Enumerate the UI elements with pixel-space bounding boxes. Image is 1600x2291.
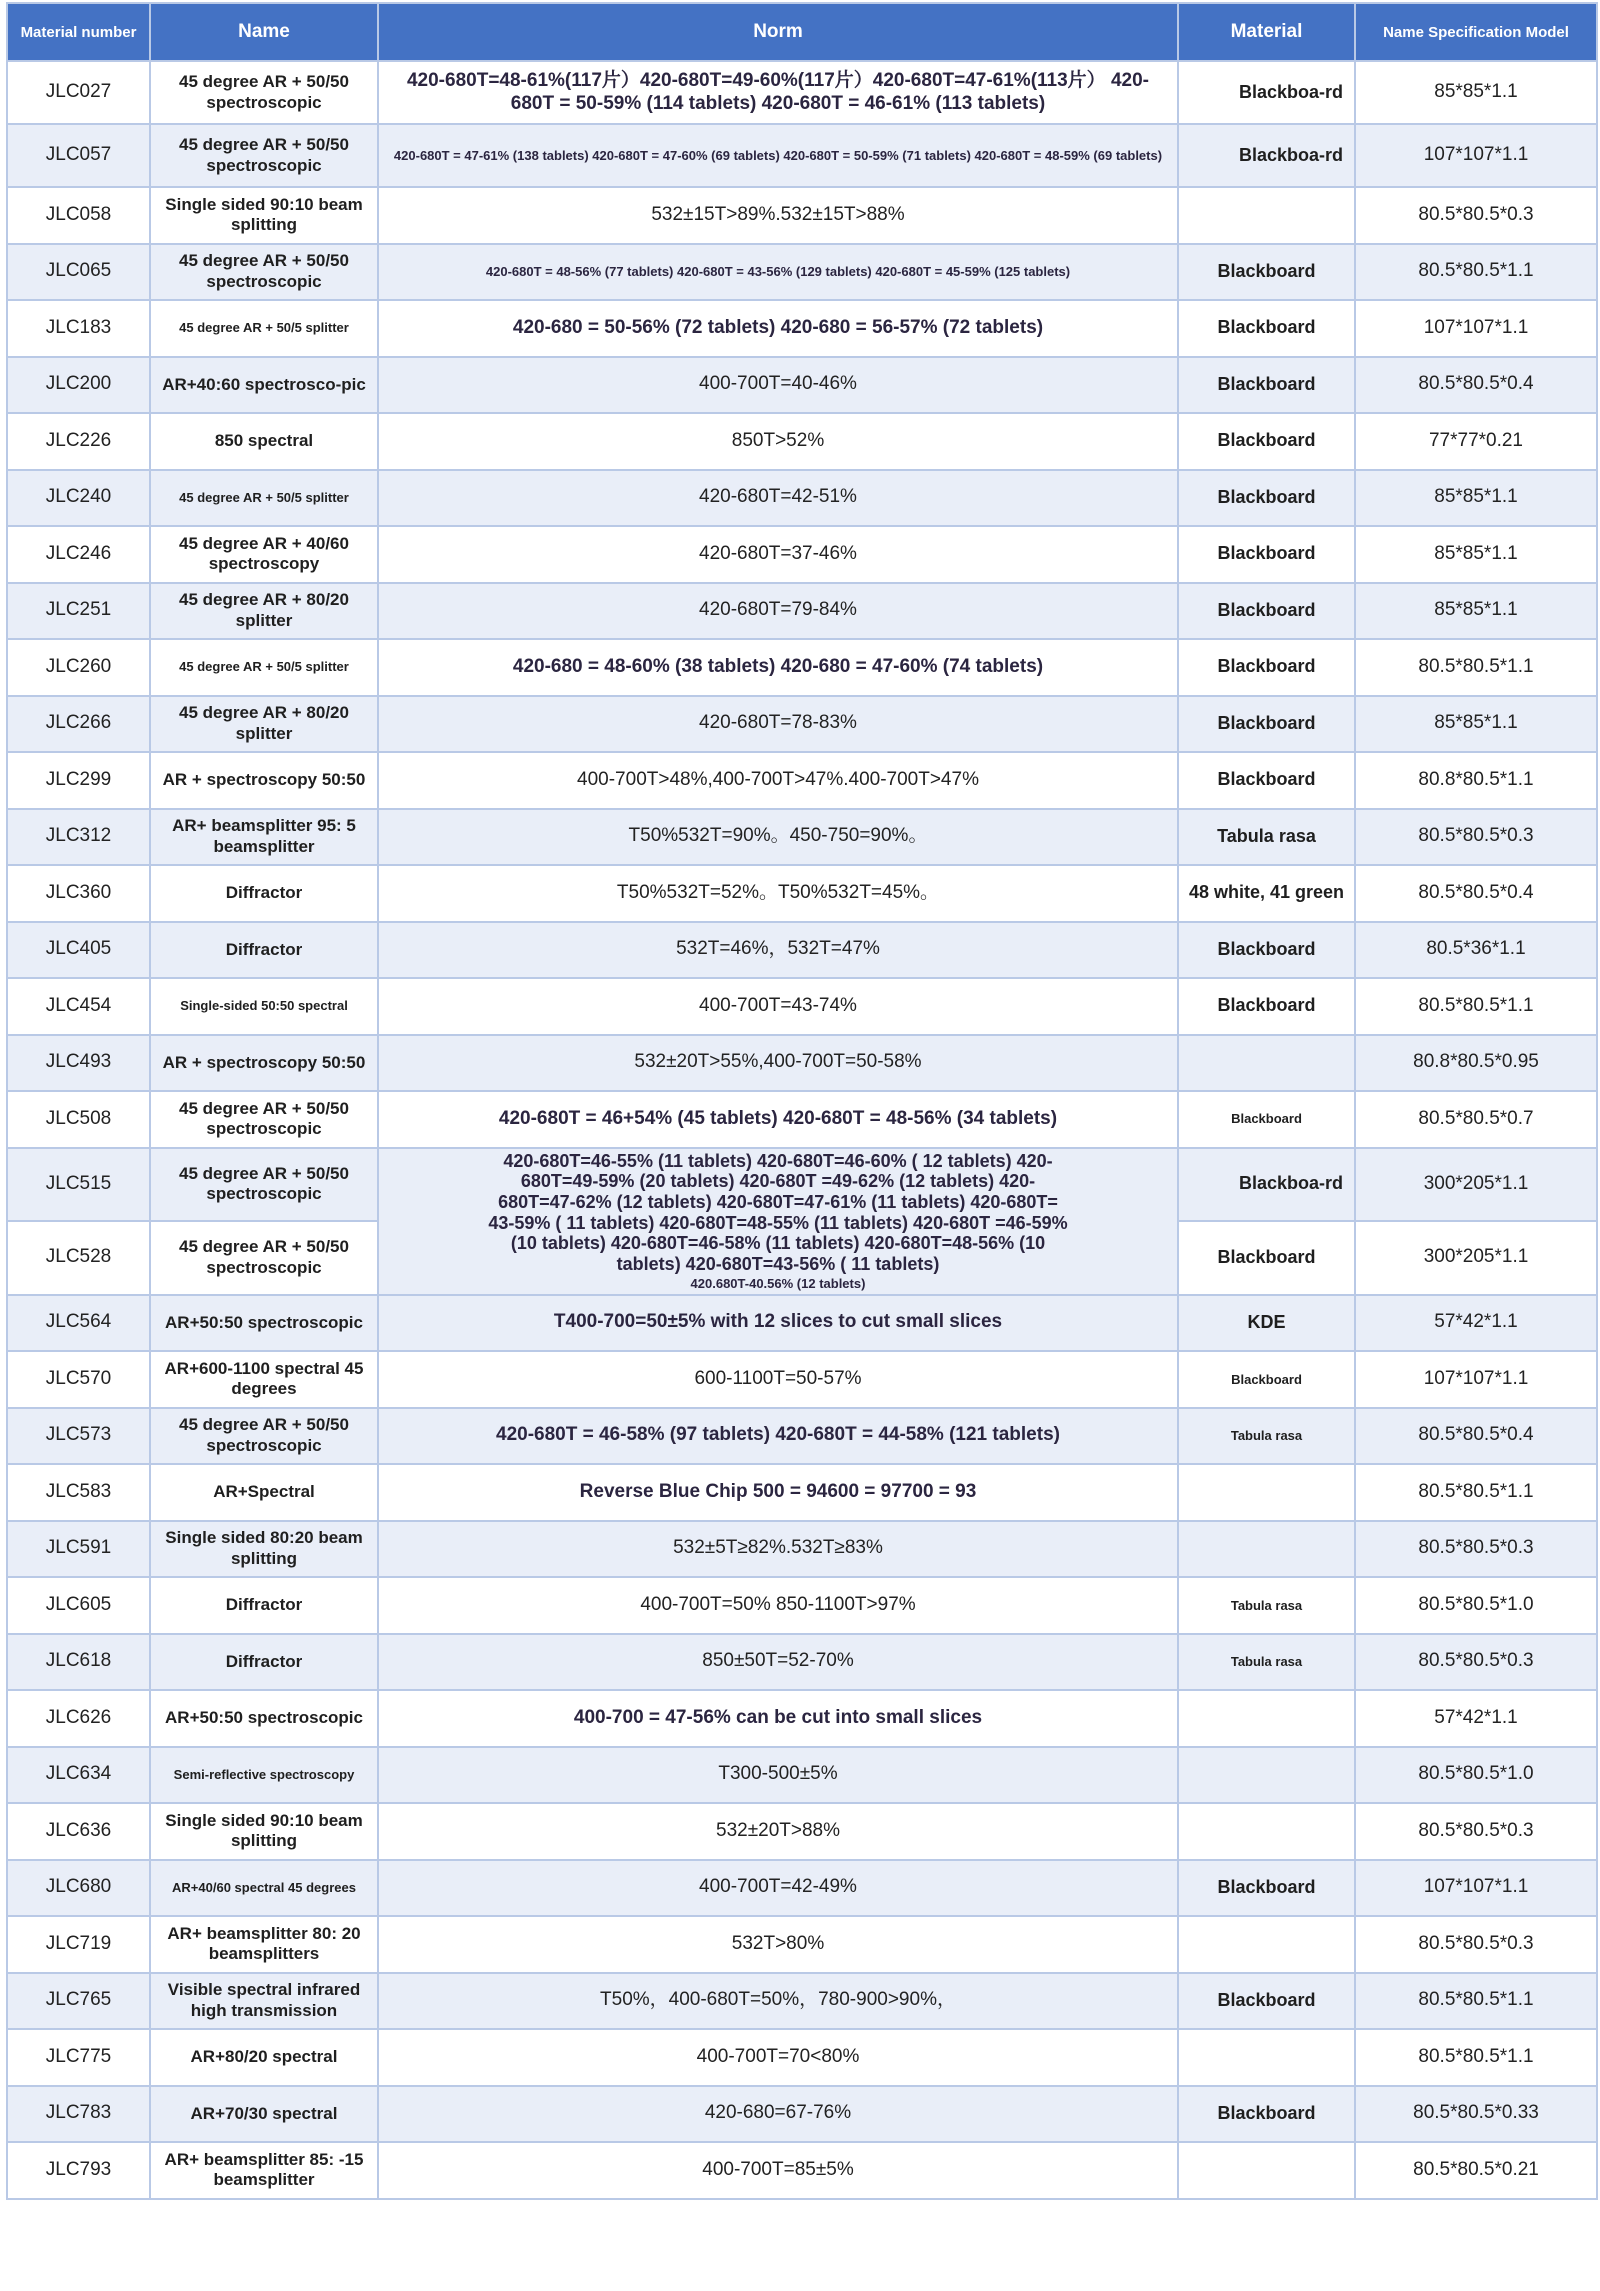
spec-model-cell: 85*85*1.1: [1355, 696, 1597, 753]
norm-cell: 400-700T=43-74%: [378, 978, 1178, 1035]
material-number-cell: JLC775: [7, 2029, 150, 2086]
material-cell: KDE: [1178, 1295, 1355, 1352]
material-number-cell: JLC299: [7, 752, 150, 809]
table-row: [7, 1747, 1597, 1804]
material-cell: [1178, 1035, 1355, 1092]
table-body: [7, 61, 1597, 2199]
material-cell: [1178, 2142, 1355, 2199]
material-number-cell: JLC183: [7, 300, 150, 357]
table-row: [7, 2086, 1597, 2143]
norm-cell: 532±20T>55%,400-700T=50-58%: [378, 1035, 1178, 1092]
material-cell: [1178, 1803, 1355, 1860]
material-number-cell: JLC765: [7, 1973, 150, 2030]
material-number-cell: JLC493: [7, 1035, 150, 1092]
material-number-cell: JLC605: [7, 1577, 150, 1634]
header-material: Material: [1178, 3, 1355, 61]
material-cell: Blackboard: [1178, 696, 1355, 753]
name-cell: AR+40/60 spectral 45 degrees: [150, 1860, 378, 1917]
material-cell: Blackboard: [1178, 583, 1355, 640]
material-cell: [1178, 1916, 1355, 1973]
merged-norm-text: 420-680T=46-55% (11 tablets) 420-680T=46-60% ( 12 tablets) 420-680T=49-59% (20 tablets) 420-680T =49-62% (12 tablets) 420-680T=47-62% (12 tablets) 420-680T=47-61% (11 tablets) 420-680T= 43-59% ( 11 tablets) 420-680T=48-55% (11 tablets) 420-680T =46-59% (10 tablets) 420-680T=46-58% (11 tablets) 420-680T=48-56% (10 tablets) 420-680T=43-56% ( 11 tablets): [488, 1150, 1068, 1274]
material-cell: Blackboard: [1178, 413, 1355, 470]
name-cell: Single sided 80:20 beam splitting: [150, 1521, 378, 1578]
norm-cell: 532T>80%: [378, 1916, 1178, 1973]
name-cell: 45 degree AR + 50/5 splitter: [150, 639, 378, 696]
norm-cell: 400-700T=42-49%: [378, 1860, 1178, 1917]
norm-cell: 420-680 = 48-60% (38 tablets) 420-680 = 47-60% (74 tablets): [378, 639, 1178, 696]
norm-cell: 420-680T=42-51%: [378, 470, 1178, 527]
name-cell: AR + spectroscopy 50:50: [150, 752, 378, 809]
spec-model-cell: 80.5*36*1.1: [1355, 922, 1597, 979]
merged-norm-footnote: 420.680T-40.56% (12 tablets): [690, 1275, 866, 1291]
material-number-cell: JLC636: [7, 1803, 150, 1860]
material-number-cell: JLC626: [7, 1690, 150, 1747]
material-number-cell: JLC454: [7, 978, 150, 1035]
material-number-cell: JLC200: [7, 357, 150, 414]
name-cell: Diffractor: [150, 865, 378, 922]
table-row: [7, 1521, 1597, 1578]
material-cell: [1178, 1464, 1355, 1521]
name-cell: 45 degree AR + 50/5 splitter: [150, 300, 378, 357]
material-cell: Blackboa-rd: [1178, 124, 1355, 187]
table-row: [7, 413, 1597, 470]
material-cell: [1178, 1690, 1355, 1747]
material-number-cell: JLC226: [7, 413, 150, 470]
table-row: [7, 357, 1597, 414]
spec-model-cell: 80.5*80.5*1.1: [1355, 1464, 1597, 1521]
material-number-cell: JLC405: [7, 922, 150, 979]
spec-model-cell: 57*42*1.1: [1355, 1295, 1597, 1352]
norm-cell: 400-700T=50% 850-1100T>97%: [378, 1577, 1178, 1634]
norm-cell: 420-680T = 46-58% (97 tablets) 420-680T = 44-58% (121 tablets): [378, 1408, 1178, 1465]
material-number-cell: JLC783: [7, 2086, 150, 2143]
material-number-cell: JLC508: [7, 1091, 150, 1148]
norm-cell: 532T=46%，532T=47%: [378, 922, 1178, 979]
name-cell: Visible spectral infrared high transmission: [150, 1973, 378, 2030]
material-cell: Blackboard: [1178, 1221, 1355, 1295]
table-row: [7, 1634, 1597, 1691]
spec-model-cell: 85*85*1.1: [1355, 470, 1597, 527]
material-number-cell: JLC266: [7, 696, 150, 753]
material-number-cell: JLC065: [7, 244, 150, 301]
table-row: [7, 809, 1597, 866]
name-cell: AR+Spectral: [150, 1464, 378, 1521]
norm-cell: 400-700T=85±5%: [378, 2142, 1178, 2199]
table-row: [7, 300, 1597, 357]
spec-model-cell: 80.8*80.5*0.95: [1355, 1035, 1597, 1092]
name-cell: AR+ beamsplitter 80: 20 beamsplitters: [150, 1916, 378, 1973]
spec-model-cell: 107*107*1.1: [1355, 300, 1597, 357]
material-cell: Blackboard: [1178, 244, 1355, 301]
norm-cell: T50%532T=90%。450-750=90%。: [378, 809, 1178, 866]
spec-model-cell: 80.5*80.5*0.3: [1355, 1521, 1597, 1578]
table-header-row: [7, 3, 1597, 61]
table-row: [7, 1408, 1597, 1465]
header-spec-model: Name Specification Model: [1355, 3, 1597, 61]
name-cell: Single sided 90:10 beam splitting: [150, 1803, 378, 1860]
material-number-cell: JLC260: [7, 639, 150, 696]
norm-cell: 420-680T = 47-61% (138 tablets) 420-680T = 47-60% (69 tablets) 420-680T = 50-59% (71 tablets) 420-680T = 48-59% (69 tablets): [378, 124, 1178, 187]
material-cell: Blackboard: [1178, 978, 1355, 1035]
material-cell: Tabula rasa: [1178, 1634, 1355, 1691]
table-row: [7, 1295, 1597, 1352]
material-number-cell: JLC618: [7, 1634, 150, 1691]
norm-cell: T300-500±5%: [378, 1747, 1178, 1804]
spec-model-cell: 57*42*1.1: [1355, 1690, 1597, 1747]
spec-model-cell: 85*85*1.1: [1355, 61, 1597, 124]
name-cell: Diffractor: [150, 922, 378, 979]
material-number-cell: JLC634: [7, 1747, 150, 1804]
name-cell: Diffractor: [150, 1634, 378, 1691]
name-cell: Single sided 90:10 beam splitting: [150, 187, 378, 244]
header-name: Name: [150, 3, 378, 61]
name-cell: 45 degree AR + 40/60 spectroscopy: [150, 526, 378, 583]
norm-cell: 850±50T=52-70%: [378, 1634, 1178, 1691]
table-row: [7, 1916, 1597, 1973]
material-cell: Tabula rasa: [1178, 1408, 1355, 1465]
spec-model-cell: 80.5*80.5*0.4: [1355, 1408, 1597, 1465]
norm-cell: 420-680T = 48-56% (77 tablets) 420-680T = 43-56% (129 tablets) 420-680T = 45-59% (125 tablets): [378, 244, 1178, 301]
material-cell: Blackboard: [1178, 1351, 1355, 1408]
material-number-cell: JLC573: [7, 1408, 150, 1465]
material-cell: Blackboard: [1178, 1860, 1355, 1917]
material-number-cell: JLC246: [7, 526, 150, 583]
table-row: [7, 922, 1597, 979]
table-row: [7, 696, 1597, 753]
norm-cell: 600-1100T=50-57%: [378, 1351, 1178, 1408]
norm-cell: 400-700T=70<80%: [378, 2029, 1178, 2086]
table-row: [7, 470, 1597, 527]
table-row: [7, 61, 1597, 124]
spec-model-cell: 80.5*80.5*0.3: [1355, 1916, 1597, 1973]
norm-cell: 532±15T>89%.532±15T>88%: [378, 187, 1178, 244]
name-cell: 45 degree AR + 50/50 spectroscopic: [150, 1148, 378, 1222]
name-cell: 45 degree AR + 80/20 splitter: [150, 696, 378, 753]
material-cell: Blackboard: [1178, 470, 1355, 527]
name-cell: AR+600-1100 spectral 45 degrees: [150, 1351, 378, 1408]
table-row: [7, 2142, 1597, 2199]
norm-cell: 420-680T=48-61%(117片）420-680T=49-60%(117片）420-680T=47-61%(113片） 420-680T = 50-59% (114 tablets) 420-680T = 46-61% (113 tablets): [378, 61, 1178, 124]
material-cell: Blackboard: [1178, 922, 1355, 979]
table-row: [7, 1860, 1597, 1917]
name-cell: AR+50:50 spectroscopic: [150, 1690, 378, 1747]
material-number-cell: JLC528: [7, 1221, 150, 1295]
material-cell: Blackboard: [1178, 752, 1355, 809]
material-cell: Tabula rasa: [1178, 809, 1355, 866]
spec-model-cell: 80.5*80.5*0.3: [1355, 1803, 1597, 1860]
spec-model-cell: 300*205*1.1: [1355, 1221, 1597, 1295]
table-row: [7, 1148, 1597, 1222]
material-cell: Blackboa-rd: [1178, 61, 1355, 124]
material-number-cell: JLC027: [7, 61, 150, 124]
table-row: [7, 1091, 1597, 1148]
table-row: [7, 2029, 1597, 2086]
name-cell: AR+ beamsplitter 85: -15 beamsplitter: [150, 2142, 378, 2199]
table-row: [7, 1577, 1597, 1634]
name-cell: 45 degree AR + 50/50 spectroscopic: [150, 61, 378, 124]
name-cell: 45 degree AR + 50/5 splitter: [150, 470, 378, 527]
spec-model-cell: 80.5*80.5*0.33: [1355, 2086, 1597, 2143]
material-number-cell: JLC515: [7, 1148, 150, 1222]
material-number-cell: JLC251: [7, 583, 150, 640]
spec-model-cell: 80.5*80.5*0.3: [1355, 187, 1597, 244]
table-row: [7, 1035, 1597, 1092]
table-row: [7, 978, 1597, 1035]
material-number-cell: JLC719: [7, 1916, 150, 1973]
spec-model-cell: 77*77*0.21: [1355, 413, 1597, 470]
spec-model-cell: 80.5*80.5*1.1: [1355, 2029, 1597, 2086]
material-number-cell: JLC057: [7, 124, 150, 187]
material-cell: Blackboard: [1178, 639, 1355, 696]
spec-model-cell: 80.8*80.5*1.1: [1355, 752, 1597, 809]
table-row: [7, 1803, 1597, 1860]
norm-cell: T400-700=50±5% with 12 slices to cut small slices: [378, 1295, 1178, 1352]
spec-model-cell: 80.5*80.5*0.7: [1355, 1091, 1597, 1148]
spec-model-cell: 80.5*80.5*0.3: [1355, 809, 1597, 866]
material-cell: [1178, 2029, 1355, 2086]
name-cell: AR+70/30 spectral: [150, 2086, 378, 2143]
name-cell: AR+ beamsplitter 95: 5 beamsplitter: [150, 809, 378, 866]
material-cell: Blackboard: [1178, 526, 1355, 583]
table-row: [7, 752, 1597, 809]
norm-cell: 400-700T>48%,400-700T>47%.400-700T>47%: [378, 752, 1178, 809]
name-cell: 45 degree AR + 50/50 spectroscopic: [150, 1408, 378, 1465]
material-cell: Blackboa-rd: [1178, 1148, 1355, 1222]
spec-model-cell: 85*85*1.1: [1355, 526, 1597, 583]
name-cell: 45 degree AR + 50/50 spectroscopic: [150, 244, 378, 301]
material-cell: [1178, 187, 1355, 244]
norm-cell: 532±20T>88%: [378, 1803, 1178, 1860]
table-row: [7, 583, 1597, 640]
name-cell: 45 degree AR + 50/50 spectroscopic: [150, 124, 378, 187]
spec-model-cell: 80.5*80.5*0.3: [1355, 1634, 1597, 1691]
name-cell: AR+40:60 spectrosco-pic: [150, 357, 378, 414]
spec-model-cell: 80.5*80.5*1.0: [1355, 1577, 1597, 1634]
material-number-cell: JLC680: [7, 1860, 150, 1917]
norm-cell: 420-680T=37-46%: [378, 526, 1178, 583]
spec-model-cell: 107*107*1.1: [1355, 1351, 1597, 1408]
header-material-number: Material number: [7, 3, 150, 61]
material-cell: Blackboard: [1178, 300, 1355, 357]
table-row: [7, 526, 1597, 583]
material-number-cell: JLC570: [7, 1351, 150, 1408]
name-cell: 45 degree AR + 80/20 splitter: [150, 583, 378, 640]
table-row: [7, 865, 1597, 922]
name-cell: AR + spectroscopy 50:50: [150, 1035, 378, 1092]
table-row: [7, 1464, 1597, 1521]
material-cell: Blackboard: [1178, 357, 1355, 414]
material-number-cell: JLC564: [7, 1295, 150, 1352]
spec-table: [6, 2, 1598, 2200]
material-cell: Blackboard: [1178, 1973, 1355, 2030]
norm-cell: 420-680=67-76%: [378, 2086, 1178, 2143]
spec-model-cell: 85*85*1.1: [1355, 583, 1597, 640]
name-cell: Single-sided 50:50 spectral: [150, 978, 378, 1035]
spec-model-cell: 107*107*1.1: [1355, 1860, 1597, 1917]
material-number-cell: JLC360: [7, 865, 150, 922]
material-cell: Blackboard: [1178, 1091, 1355, 1148]
material-number-cell: JLC312: [7, 809, 150, 866]
name-cell: 45 degree AR + 50/50 spectroscopic: [150, 1091, 378, 1148]
table-row: [7, 639, 1597, 696]
table-row: [7, 1973, 1597, 2030]
name-cell: Semi-reflective spectroscopy: [150, 1747, 378, 1804]
norm-cell: 532±5T≥82%.532T≥83%: [378, 1521, 1178, 1578]
header-norm: Norm: [378, 3, 1178, 61]
name-cell: AR+80/20 spectral: [150, 2029, 378, 2086]
norm-cell: 420-680T=78-83%: [378, 696, 1178, 753]
table-row: [7, 1690, 1597, 1747]
material-cell: [1178, 1521, 1355, 1578]
material-cell: [1178, 1747, 1355, 1804]
spec-model-cell: 80.5*80.5*0.21: [1355, 2142, 1597, 2199]
spec-model-cell: 80.5*80.5*1.0: [1355, 1747, 1597, 1804]
norm-cell-merged: [378, 1148, 1178, 1295]
material-number-cell: JLC058: [7, 187, 150, 244]
norm-cell: 420-680T=79-84%: [378, 583, 1178, 640]
spec-model-cell: 80.5*80.5*0.4: [1355, 357, 1597, 414]
spec-model-cell: 80.5*80.5*1.1: [1355, 1973, 1597, 2030]
material-cell: Tabula rasa: [1178, 1577, 1355, 1634]
table-row: [7, 244, 1597, 301]
spec-model-cell: 300*205*1.1: [1355, 1148, 1597, 1222]
table-row: [7, 1351, 1597, 1408]
material-number-cell: JLC591: [7, 1521, 150, 1578]
norm-cell: 400-700T=40-46%: [378, 357, 1178, 414]
name-cell: 45 degree AR + 50/50 spectroscopic: [150, 1221, 378, 1295]
name-cell: 850 spectral: [150, 413, 378, 470]
spec-model-cell: 107*107*1.1: [1355, 124, 1597, 187]
material-number-cell: JLC793: [7, 2142, 150, 2199]
material-number-cell: JLC583: [7, 1464, 150, 1521]
material-cell: 48 white, 41 green: [1178, 865, 1355, 922]
spec-model-cell: 80.5*80.5*0.4: [1355, 865, 1597, 922]
material-cell: Blackboard: [1178, 2086, 1355, 2143]
name-cell: AR+50:50 spectroscopic: [150, 1295, 378, 1352]
norm-cell: T50%532T=52%。T50%532T=45%。: [378, 865, 1178, 922]
spec-model-cell: 80.5*80.5*1.1: [1355, 978, 1597, 1035]
norm-cell: Reverse Blue Chip 500 = 94600 = 97700 = 93: [378, 1464, 1178, 1521]
norm-cell: 420-680 = 50-56% (72 tablets) 420-680 = 56-57% (72 tablets): [378, 300, 1178, 357]
norm-cell: 420-680T = 46+54% (45 tablets) 420-680T = 48-56% (34 tablets): [378, 1091, 1178, 1148]
norm-cell: 850T>52%: [378, 413, 1178, 470]
norm-cell: T50%，400-680T=50%，780-900>90%，: [378, 1973, 1178, 2030]
table-row: [7, 187, 1597, 244]
name-cell: Diffractor: [150, 1577, 378, 1634]
norm-cell: 400-700 = 47-56% can be cut into small slices: [378, 1690, 1178, 1747]
material-number-cell: JLC240: [7, 470, 150, 527]
spec-model-cell: 80.5*80.5*1.1: [1355, 639, 1597, 696]
spec-model-cell: 80.5*80.5*1.1: [1355, 244, 1597, 301]
table-row: [7, 124, 1597, 187]
